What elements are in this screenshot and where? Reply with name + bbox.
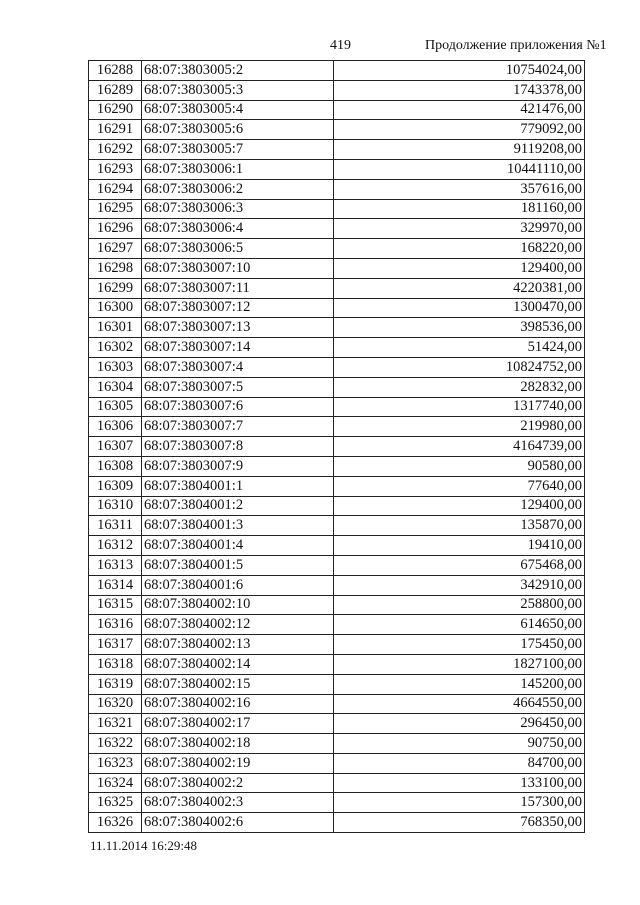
table-row [89,575,585,595]
value-cell: 1827100,00 [334,654,585,674]
row-number-cell: 16303 [89,357,142,377]
value-cell: 181160,00 [334,199,585,219]
value-cell: 77640,00 [334,476,585,496]
value-cell: 145200,00 [334,674,585,694]
row-number-cell: 16290 [89,100,142,120]
value-cell: 258800,00 [334,595,585,615]
value-cell: 168220,00 [334,239,585,259]
row-number-cell: 16304 [89,377,142,397]
cadastral-number-cell: 68:07:3804002:13 [142,635,334,655]
value-cell: 129400,00 [334,496,585,516]
table-row [89,516,585,536]
table-row [89,476,585,496]
value-cell: 398536,00 [334,318,585,338]
row-number-cell: 16317 [89,635,142,655]
table-row [89,694,585,714]
row-number-cell: 16309 [89,476,142,496]
value-cell: 675468,00 [334,555,585,575]
cadastral-number-cell: 68:07:3803006:1 [142,159,334,179]
table-row [89,536,585,556]
table-row [89,714,585,734]
value-cell: 129400,00 [334,258,585,278]
value-cell: 219980,00 [334,417,585,437]
row-number-cell: 16295 [89,199,142,219]
table-row [89,80,585,100]
row-number-cell: 16313 [89,555,142,575]
table-row [89,338,585,358]
cadastral-number-cell: 68:07:3804001:4 [142,536,334,556]
row-number-cell: 16288 [89,61,142,81]
row-number-cell: 16305 [89,397,142,417]
row-number-cell: 16326 [89,813,142,833]
row-number-cell: 16294 [89,179,142,199]
row-number-cell: 16307 [89,437,142,457]
row-number-cell: 16321 [89,714,142,734]
cadastral-number-cell: 68:07:3803005:7 [142,140,334,160]
row-number-cell: 16298 [89,258,142,278]
value-cell: 4220381,00 [334,278,585,298]
table-row [89,734,585,754]
table-row [89,456,585,476]
cadastral-number-cell: 68:07:3803006:4 [142,219,334,239]
value-cell: 10754024,00 [334,61,585,81]
value-cell: 133100,00 [334,773,585,793]
value-cell: 1317740,00 [334,397,585,417]
row-number-cell: 16316 [89,615,142,635]
print-timestamp: 11.11.2014 16:29:48 [90,838,198,853]
table-row [89,239,585,259]
value-cell: 90750,00 [334,734,585,754]
row-number-cell: 16314 [89,575,142,595]
cadastral-number-cell: 68:07:3803005:4 [142,100,334,120]
value-cell: 9119208,00 [334,140,585,160]
table-row [89,377,585,397]
value-cell: 10441110,00 [334,159,585,179]
row-number-cell: 16318 [89,654,142,674]
value-cell: 10824752,00 [334,357,585,377]
row-number-cell: 16315 [89,595,142,615]
cadastral-number-cell: 68:07:3803007:10 [142,258,334,278]
cadastral-number-cell: 68:07:3804001:5 [142,555,334,575]
table-row [89,397,585,417]
value-cell: 779092,00 [334,120,585,140]
value-cell: 175450,00 [334,635,585,655]
row-number-cell: 16301 [89,318,142,338]
table-row [89,258,585,278]
cadastral-number-cell: 68:07:3803006:2 [142,179,334,199]
table-row [89,199,585,219]
table-row [89,417,585,437]
cadastral-number-cell: 68:07:3803007:6 [142,397,334,417]
page-number: 419 [330,38,351,53]
row-number-cell: 16297 [89,239,142,259]
table-row [89,61,585,81]
table-row [89,555,585,575]
table-row [89,496,585,516]
row-number-cell: 16322 [89,734,142,754]
row-number-cell: 16306 [89,417,142,437]
cadastral-number-cell: 68:07:3803006:5 [142,239,334,259]
row-number-cell: 16310 [89,496,142,516]
table-row [89,100,585,120]
cadastral-number-cell: 68:07:3804001:2 [142,496,334,516]
row-number-cell: 16289 [89,80,142,100]
cadastral-number-cell: 68:07:3803007:8 [142,437,334,457]
table-row [89,793,585,813]
cadastral-number-cell: 68:07:3804002:3 [142,793,334,813]
row-number-cell: 16299 [89,278,142,298]
value-cell: 614650,00 [334,615,585,635]
value-cell: 296450,00 [334,714,585,734]
value-cell: 90580,00 [334,456,585,476]
table-row [89,357,585,377]
row-number-cell: 16323 [89,753,142,773]
cadastral-number-cell: 68:07:3803007:12 [142,298,334,318]
cadastral-number-cell: 68:07:3804002:6 [142,813,334,833]
row-number-cell: 16319 [89,674,142,694]
cadastral-number-cell: 68:07:3804002:10 [142,595,334,615]
table-row [89,674,585,694]
cadastral-number-cell: 68:07:3804002:16 [142,694,334,714]
cadastral-number-cell: 68:07:3803005:3 [142,80,334,100]
cadastral-number-cell: 68:07:3804002:14 [142,654,334,674]
registry-table-body [89,61,585,833]
cadastral-number-cell: 68:07:3804002:19 [142,753,334,773]
value-cell: 421476,00 [334,100,585,120]
row-number-cell: 16325 [89,793,142,813]
cadastral-number-cell: 68:07:3803007:4 [142,357,334,377]
row-number-cell: 16300 [89,298,142,318]
table-row [89,753,585,773]
value-cell: 135870,00 [334,516,585,536]
table-row [89,813,585,833]
table-row [89,595,585,615]
cadastral-number-cell: 68:07:3804002:17 [142,714,334,734]
cadastral-number-cell: 68:07:3804001:6 [142,575,334,595]
value-cell: 157300,00 [334,793,585,813]
row-number-cell: 16291 [89,120,142,140]
value-cell: 1743378,00 [334,80,585,100]
row-number-cell: 16311 [89,516,142,536]
table-row [89,219,585,239]
table-row [89,773,585,793]
value-cell: 342910,00 [334,575,585,595]
row-number-cell: 16320 [89,694,142,714]
value-cell: 768350,00 [334,813,585,833]
cadastral-number-cell: 68:07:3803005:6 [142,120,334,140]
row-number-cell: 16296 [89,219,142,239]
cadastral-number-cell: 68:07:3803007:7 [142,417,334,437]
cadastral-number-cell: 68:07:3803007:11 [142,278,334,298]
table-row [89,159,585,179]
value-cell: 19410,00 [334,536,585,556]
value-cell: 4664550,00 [334,694,585,714]
table-row [89,120,585,140]
value-cell: 329970,00 [334,219,585,239]
table-row [89,140,585,160]
value-cell: 282832,00 [334,377,585,397]
cadastral-number-cell: 68:07:3803007:9 [142,456,334,476]
row-number-cell: 16293 [89,159,142,179]
table-row [89,318,585,338]
table-row [89,437,585,457]
cadastral-number-cell: 68:07:3804001:3 [142,516,334,536]
cadastral-number-cell: 68:07:3804002:12 [142,615,334,635]
value-cell: 357616,00 [334,179,585,199]
registry-table [88,60,585,833]
value-cell: 51424,00 [334,338,585,358]
value-cell: 1300470,00 [334,298,585,318]
table-row [89,278,585,298]
value-cell: 4164739,00 [334,437,585,457]
table-row [89,615,585,635]
row-number-cell: 16324 [89,773,142,793]
table-row [89,654,585,674]
table-row [89,635,585,655]
appendix-note: Продолжение приложения №1 [425,38,607,53]
value-cell: 84700,00 [334,753,585,773]
cadastral-number-cell: 68:07:3804002:2 [142,773,334,793]
cadastral-number-cell: 68:07:3803007:5 [142,377,334,397]
row-number-cell: 16312 [89,536,142,556]
cadastral-number-cell: 68:07:3803007:14 [142,338,334,358]
cadastral-number-cell: 68:07:3804001:1 [142,476,334,496]
row-number-cell: 16308 [89,456,142,476]
row-number-cell: 16292 [89,140,142,160]
table-row [89,179,585,199]
cadastral-number-cell: 68:07:3804002:18 [142,734,334,754]
cadastral-number-cell: 68:07:3803007:13 [142,318,334,338]
cadastral-number-cell: 68:07:3803006:3 [142,199,334,219]
cadastral-number-cell: 68:07:3803005:2 [142,61,334,81]
row-number-cell: 16302 [89,338,142,358]
cadastral-number-cell: 68:07:3804002:15 [142,674,334,694]
table-row [89,298,585,318]
